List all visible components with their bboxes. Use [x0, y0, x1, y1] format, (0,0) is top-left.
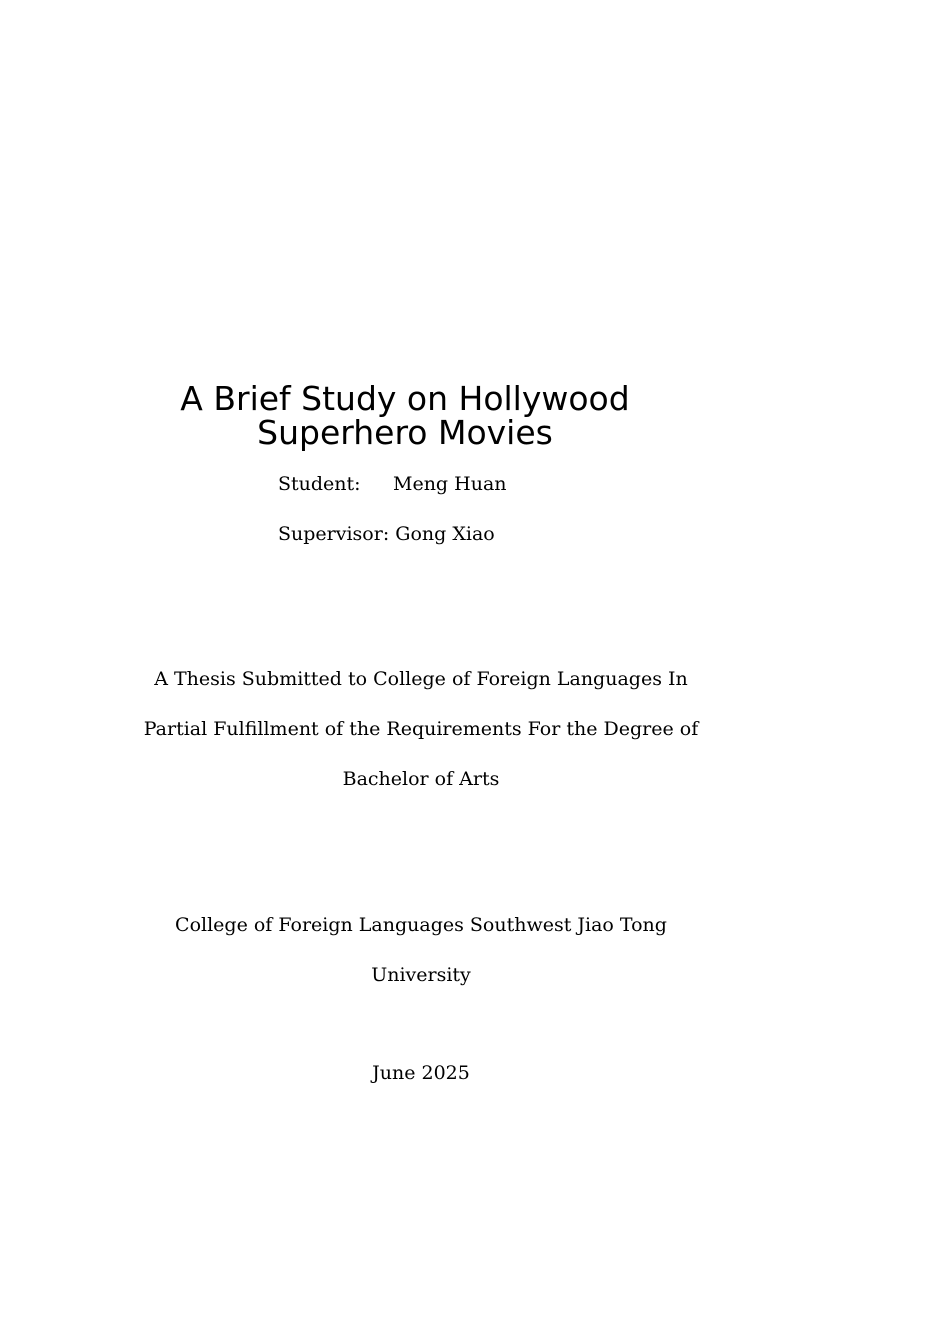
supervisor-row — [278, 522, 495, 546]
student-name: Meng Huan — [393, 473, 507, 495]
thesis-statement-line-1: A Thesis Submitted to College of Foreign Languages In — [154, 668, 688, 690]
thesis-statement-line-2: Partial Fulfillment of the Requirements For the Degree of — [143, 718, 699, 740]
supervisor-name: Gong Xiao — [395, 523, 495, 545]
institution-line-2: University — [371, 964, 471, 986]
submission-date: June 2025 — [372, 1062, 470, 1084]
thesis-title-line-1: A Brief Study on Hollywood — [180, 379, 630, 418]
thesis-title-line-2: Superhero Movies — [257, 413, 553, 452]
degree-name: Bachelor of Arts — [342, 768, 500, 790]
student-label: Student: — [278, 473, 361, 495]
student-row — [278, 472, 507, 496]
supervisor-label: Supervisor: — [278, 523, 390, 545]
institution-line-1: College of Foreign Languages Southwest Jiao Tong — [175, 914, 667, 936]
